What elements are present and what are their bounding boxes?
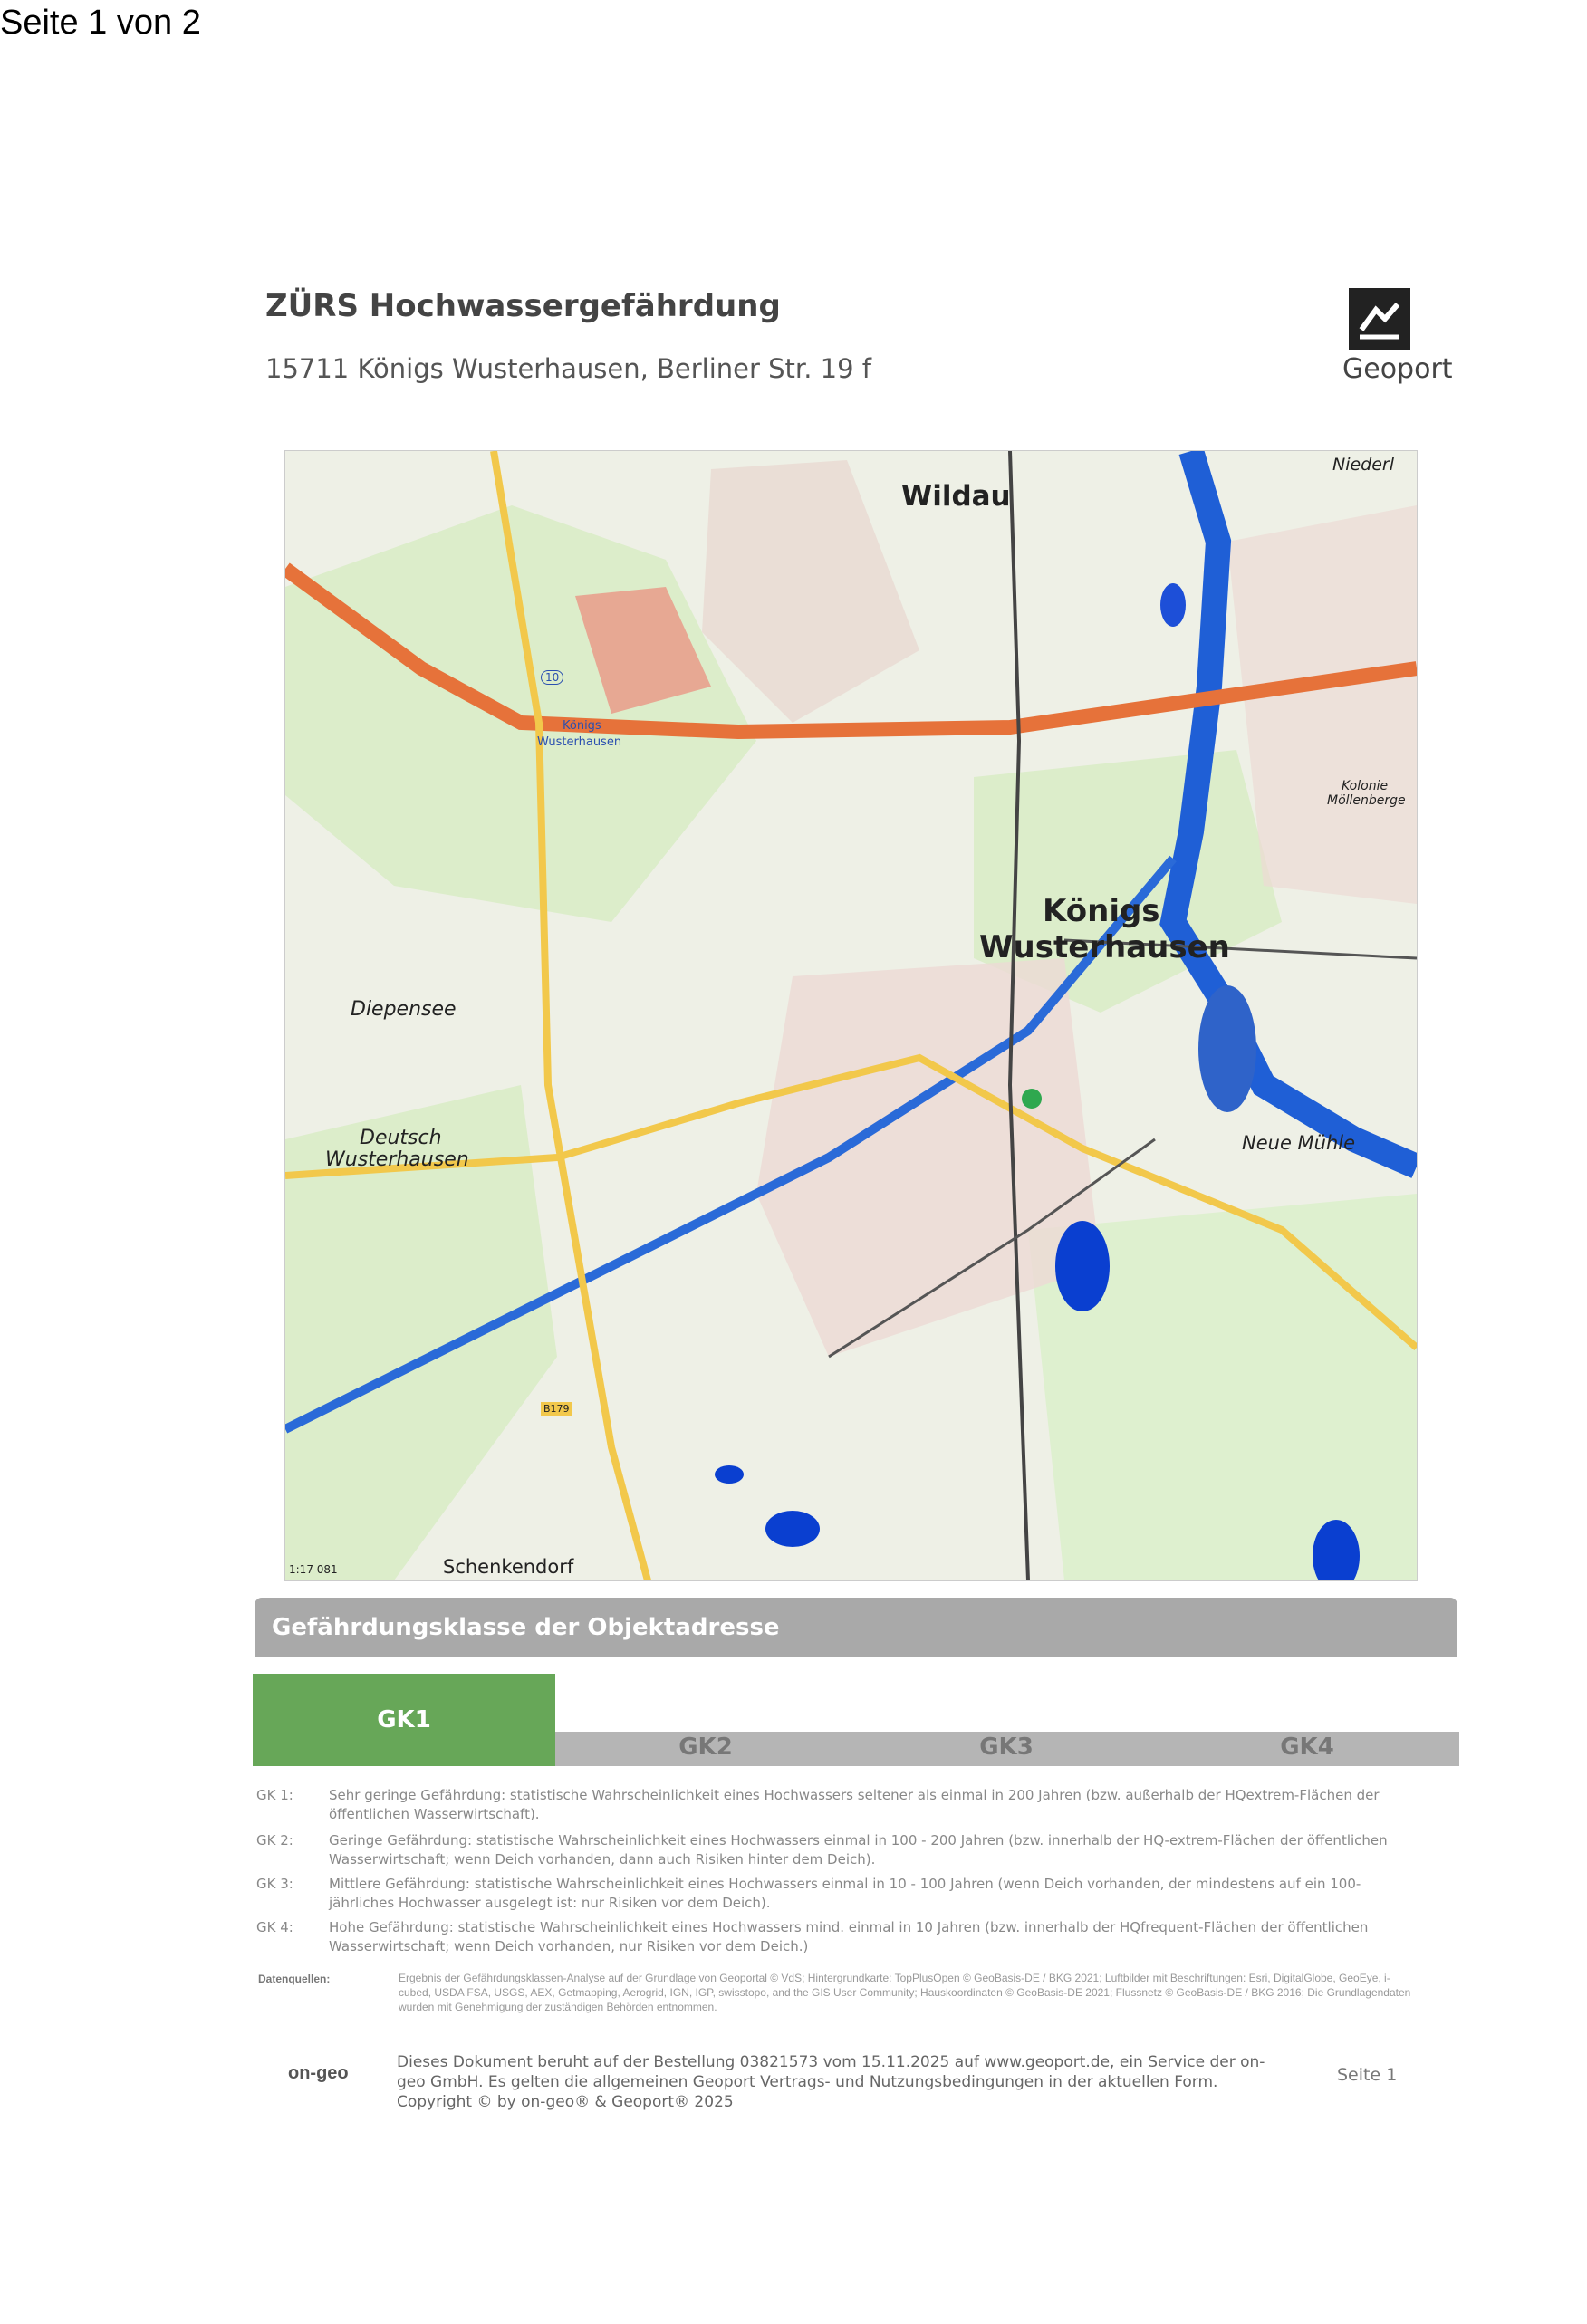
map-label-wildau: Wildau bbox=[901, 480, 1011, 513]
legend-text: Hohe Gefährdung: statistische Wahrscheinlichkeit eines Hochwassers mind. einmal in 10 Jahren (bzw. innerhalb der HQfrequent-Flächen der öffentlichen Wasserwirtschaft; wenn Deich vorhanden, nur Risiken vor dem Deich.) bbox=[329, 1919, 1369, 1954]
hazard-class-gk1: GK1 bbox=[253, 1674, 555, 1766]
map-label-neue-muehle: Neue Mühle bbox=[1242, 1132, 1356, 1154]
hazard-class-gk2: GK2 bbox=[678, 1733, 733, 1761]
map-label-niederl: Niederl bbox=[1332, 455, 1395, 475]
legend-text: Sehr geringe Gefährdung: statistische Wahrscheinlichkeit eines Hochwassers seltener als einmal in 200 Jahren (bzw. außerhalb der HQextrem-Flächen der öffentlichen Wasserwirtschaft). bbox=[329, 1787, 1380, 1822]
map-label-kolonie: Kolonie bbox=[1342, 779, 1389, 793]
hazard-map[interactable] bbox=[284, 450, 1418, 1581]
footer-page-number: Seite 1 bbox=[1337, 2065, 1398, 2085]
legend-key: GK 4: bbox=[256, 1919, 293, 1935]
map-label-mollenberge: Möllenberge bbox=[1327, 793, 1406, 808]
legend-key: GK 3: bbox=[256, 1876, 293, 1892]
legend-row-gk3 bbox=[256, 1875, 1416, 1913]
document-title: ZÜRS Hochwassergefährdung bbox=[265, 288, 781, 324]
geoport-logo-text: Geoport bbox=[1342, 353, 1453, 385]
map-label-interchange-2: Wusterhausen bbox=[537, 735, 622, 749]
sources-text: Ergebnis der Gefährdungsklassen-Analyse auf der Grundlage von Geoportal © VdS; Hintergrundkarte: TopPlusOpen © GeoBasis-DE / BKG 2021; Luftbilder mit Beschriftungen: Esri, DigitalGlobe, GeoEye, i-cubed, USDA FSA, USGS, AEX, Getmapping, Aerogrid, IGN, IGP, swisstopo, and the GIS User Community; Hauskoordinaten © GeoBasis-DE 2021; Flussnetz © GeoBasis-DE / BKG 2016; Die Grundlagendaten wurden mit Genehmigung der zuständigen Behörden entnommen. bbox=[399, 1972, 1411, 2013]
on-geo-logo: on-geo bbox=[288, 2063, 349, 2083]
map-label-diepensee: Diepensee bbox=[351, 998, 457, 1021]
legend-text: Mittlere Gefährdung: statistische Wahrscheinlichkeit eines Hochwassers einmal in 10 - 100 Jahren (wenn Deich vorhanden, der mindestens auf ein 100-jährliches Hochwasser ausgelegt ist: nur Risiken vor dem Deich). bbox=[329, 1876, 1361, 1911]
footer-text: Dieses Dokument beruht auf der Bestellung 03821573 vom 15.11.2025 auf www.geoport.de, ein Service der on-geo GmbH. Es gelten die allgemeinen Geoport Vertrags- und Nutzungsbedingungen in der aktuellen Form. Copyright © by on-geo® & Geoport® 2025 bbox=[397, 2053, 1265, 2111]
map-label-koenigs: Königs bbox=[1043, 893, 1160, 929]
legend-row-gk4 bbox=[256, 1918, 1416, 1956]
page-header: Seite 1 von 2 bbox=[0, 4, 201, 42]
map-label-schenkendorf: Schenkendorf bbox=[443, 1556, 574, 1578]
map-label-deutsch: Deutsch bbox=[360, 1127, 442, 1149]
legend-key: GK 2: bbox=[256, 1832, 293, 1849]
geoport-logo-icon bbox=[1349, 288, 1410, 350]
sources-label: Datenquellen: bbox=[258, 1973, 331, 1985]
map-label-wusterhausen: Wusterhausen bbox=[979, 929, 1230, 965]
map-label-b179: B179 bbox=[541, 1402, 572, 1416]
hazard-section-title: Gefährdungsklasse der Objektadresse bbox=[272, 1614, 780, 1641]
legend-key: GK 1: bbox=[256, 1787, 293, 1803]
map-label-deutsch-wusterhausen: Wusterhausen bbox=[325, 1148, 469, 1171]
map-scale: 1:17 081 bbox=[289, 1563, 338, 1576]
document-address: 15711 Königs Wusterhausen, Berliner Str. 19 f bbox=[265, 353, 871, 384]
map-label-interchange-1: Königs bbox=[563, 719, 601, 733]
map-label-a10: 10 bbox=[541, 670, 563, 685]
hazard-class-gk3: GK3 bbox=[979, 1733, 1034, 1761]
hazard-class-gk4: GK4 bbox=[1280, 1733, 1334, 1761]
legend-text: Geringe Gefährdung: statistische Wahrscheinlichkeit eines Hochwassers einmal in 100 - 200 Jahren (bzw. innerhalb der HQ-extrem-Flächen der öffentlichen Wasserwirtschaft; wenn Deich vorhanden, dann auch Risiken hinter dem Deich). bbox=[329, 1832, 1388, 1868]
legend-row-gk2 bbox=[256, 1831, 1416, 1869]
legend-row-gk1 bbox=[256, 1786, 1416, 1824]
